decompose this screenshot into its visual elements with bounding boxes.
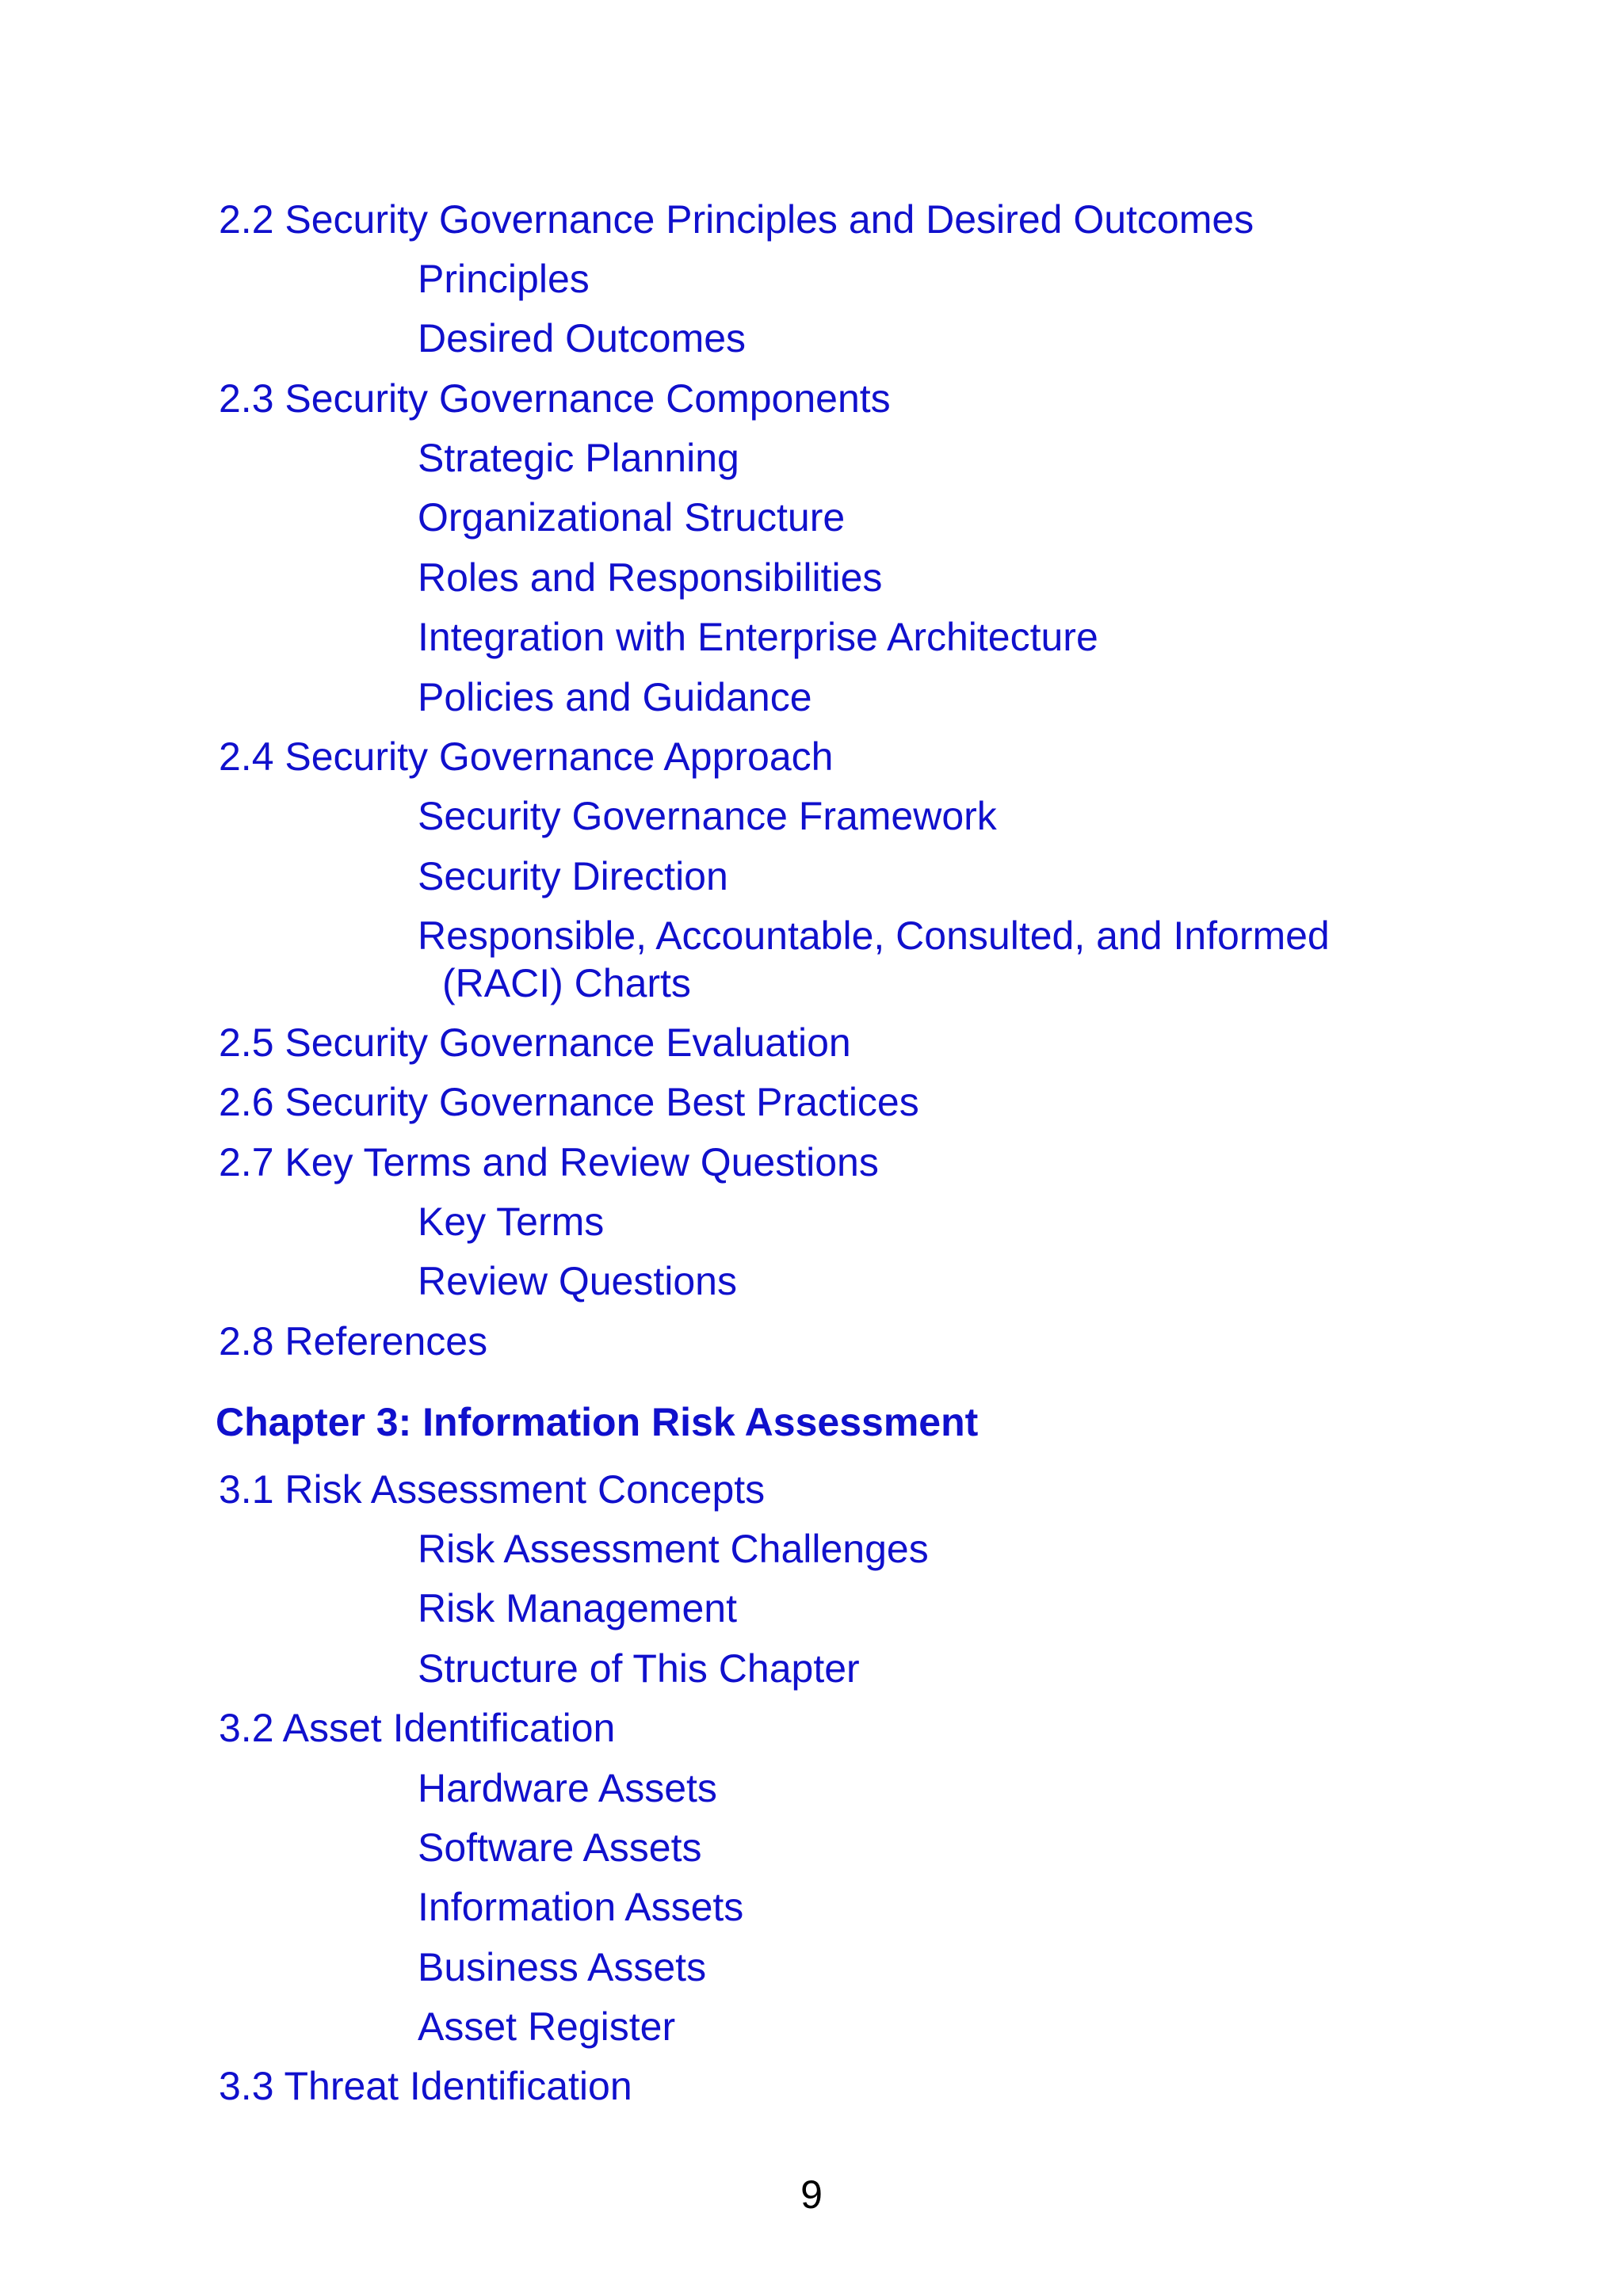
toc-subsection-review-questions[interactable]: Review Questions xyxy=(418,1259,737,1303)
toc-subsection-raci-charts[interactable]: Responsible, Accountable, Consulted, and Informed xyxy=(418,913,1330,958)
toc-subsection-information-assets[interactable]: Information Assets xyxy=(418,1885,744,1929)
toc-section-2-7[interactable]: 2.7 Key Terms and Review Questions xyxy=(219,1140,879,1184)
toc-subsection-governance-framework[interactable]: Security Governance Framework xyxy=(418,794,997,838)
toc-section-3-1[interactable]: 3.1 Risk Assessment Concepts xyxy=(219,1467,766,1512)
toc-section-2-5[interactable]: 2.5 Security Governance Evaluation xyxy=(219,1020,851,1065)
toc-subsection-strategic-planning[interactable]: Strategic Planning xyxy=(418,436,739,480)
toc-subsection-roles-responsibilities[interactable]: Roles and Responsibilities xyxy=(418,555,883,600)
toc-subsection-desired-outcomes[interactable]: Desired Outcomes xyxy=(418,316,747,360)
toc-section-3-3[interactable]: 3.3 Threat Identification xyxy=(219,2064,632,2108)
toc-subsection-risk-assessment-challenges[interactable]: Risk Assessment Challenges xyxy=(418,1527,929,1571)
toc-section-2-3[interactable]: 2.3 Security Governance Components xyxy=(219,376,891,421)
toc-section-2-2[interactable]: 2.2 Security Governance Principles and Desired Outcomes xyxy=(219,197,1254,242)
chapter-3-heading[interactable]: Chapter 3: Information Risk Assessment xyxy=(216,1400,979,1444)
toc-section-2-6[interactable]: 2.6 Security Governance Best Practices xyxy=(219,1080,919,1124)
toc-subsection-business-assets[interactable]: Business Assets xyxy=(418,1945,707,1989)
toc-subsection-policies-guidance[interactable]: Policies and Guidance xyxy=(418,675,812,719)
toc-subsection-organizational-structure[interactable]: Organizational Structure xyxy=(418,495,846,540)
toc-subsection-hardware-assets[interactable]: Hardware Assets xyxy=(418,1766,717,1810)
toc-subsection-software-assets[interactable]: Software Assets xyxy=(418,1825,702,1870)
toc-subsection-raci-charts-cont[interactable]: (RACI) Charts xyxy=(442,961,691,1005)
toc-subsection-chapter-structure[interactable]: Structure of This Chapter xyxy=(418,1646,860,1691)
toc-subsection-key-terms[interactable]: Key Terms xyxy=(418,1199,605,1244)
toc-section-2-8[interactable]: 2.8 References xyxy=(219,1319,488,1363)
toc-subsection-security-direction[interactable]: Security Direction xyxy=(418,854,728,898)
toc-subsection-asset-register[interactable]: Asset Register xyxy=(418,2004,676,2049)
toc-section-2-4[interactable]: 2.4 Security Governance Approach xyxy=(219,734,834,779)
toc-subsection-enterprise-architecture[interactable]: Integration with Enterprise Architecture xyxy=(418,615,1098,659)
page-number: 9 xyxy=(800,2172,823,2217)
toc-subsection-principles[interactable]: Principles xyxy=(418,257,590,301)
toc-subsection-risk-management[interactable]: Risk Management xyxy=(418,1586,737,1630)
toc-section-3-2[interactable]: 3.2 Asset Identification xyxy=(219,1706,616,1750)
